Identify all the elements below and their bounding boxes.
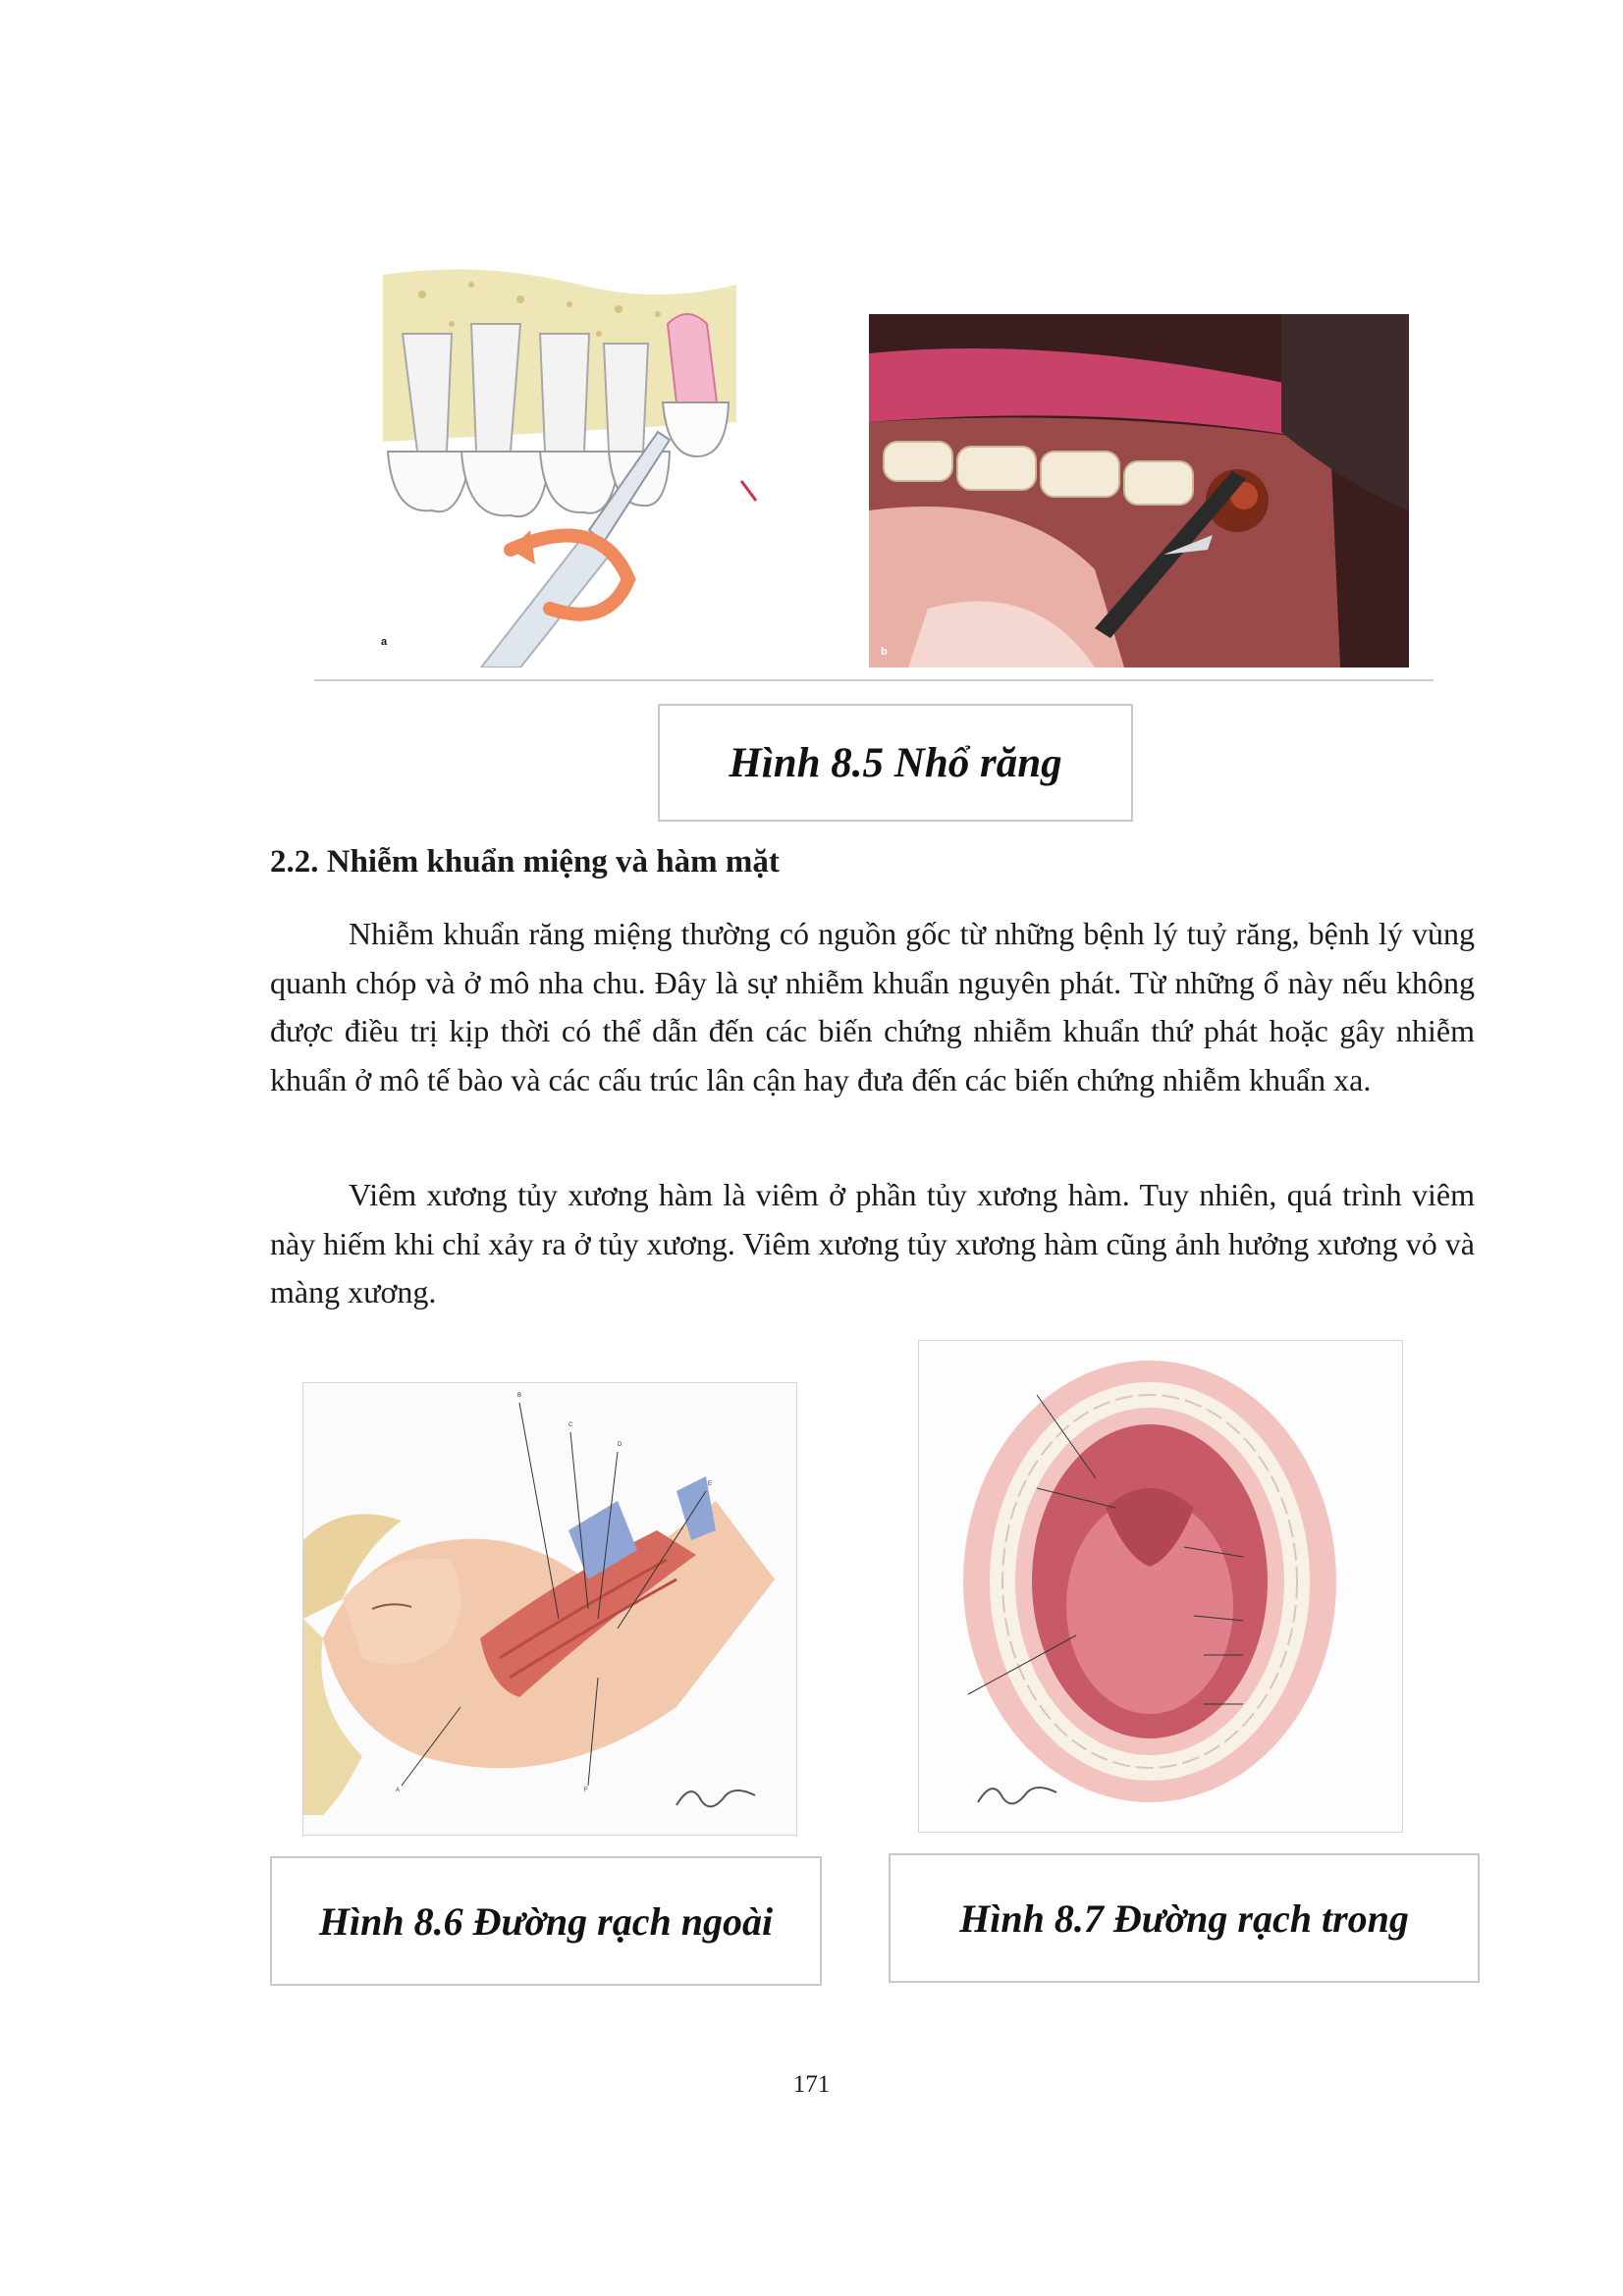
section-heading: 2.2. Nhiễm khuẩn miệng và hàm mặt [270, 844, 780, 880]
figure-8-7-caption: Hình 8.7 Đường rạch trong [959, 1896, 1409, 1941]
figure-8-6-label-a: A [396, 1788, 401, 1793]
figure-8-6-label-c: C [568, 1422, 573, 1428]
page-number: 171 [792, 2071, 831, 2098]
figure-8-7-caption-box [889, 1853, 1480, 1983]
figure-8-5-divider [314, 679, 1434, 681]
neck-incision-illustration [303, 1383, 796, 1835]
intraoral-incision-illustration [919, 1341, 1402, 1832]
paragraph-2 [270, 1171, 1475, 1317]
figure-8-5-caption-box [658, 704, 1133, 822]
figure-8-7-illustration [918, 1340, 1403, 1833]
panel-b-letter: b [881, 646, 888, 658]
figure-8-6-caption-box [270, 1856, 822, 1986]
figure-8-6-label-b: B [517, 1393, 522, 1399]
figure-8-6-illustration [302, 1382, 797, 1836]
paragraph-1-text: Nhiễm khuẩn răng miệng thường có nguồn gốc từ những bệnh lý tuỷ răng, bệnh lý vùng quanh chóp và ở mô nha chu. Đây là sự nhiễm khuẩn nguyên phát. Từ những ổ này nếu không được điều trị kịp thời có thể dẫn đến các biến chứng nhiễm khuẩn thứ phát hoặc gây nhiễm khuẩn ở mô tế bào và các cấu trúc lân cận hay đưa đến các biến chứng nhiễm khuẩn xa. [270, 916, 1475, 1097]
tooth-extraction-diagram [363, 255, 776, 667]
figure-8-6-label-f: F [584, 1788, 588, 1793]
figure-8-6-label-d: D [618, 1442, 622, 1448]
panel-a-letter: a [381, 636, 388, 648]
figure-8-5-panel-a-illustration [363, 255, 776, 667]
figure-8-5-caption: Hình 8.5 Nhổ răng [729, 739, 1062, 786]
paragraph-1 [270, 910, 1475, 1104]
figure-8-5-panel-b-photo [869, 314, 1409, 667]
figure-8-6-caption: Hình 8.6 Đường rạch ngoài [318, 1898, 774, 1944]
paragraph-2-text: Viêm xương tủy xương hàm là viêm ở phần tủy xương hàm. Tuy nhiên, quá trình viêm này hiếm khi chỉ xảy ra ở tủy xương. Viêm xương tủy xương hàm cũng ảnh hưởng xương vỏ và màng xương. [270, 1177, 1475, 1309]
figure-8-6-label-e: E [708, 1481, 713, 1487]
oral-surgery-photo [869, 314, 1409, 667]
